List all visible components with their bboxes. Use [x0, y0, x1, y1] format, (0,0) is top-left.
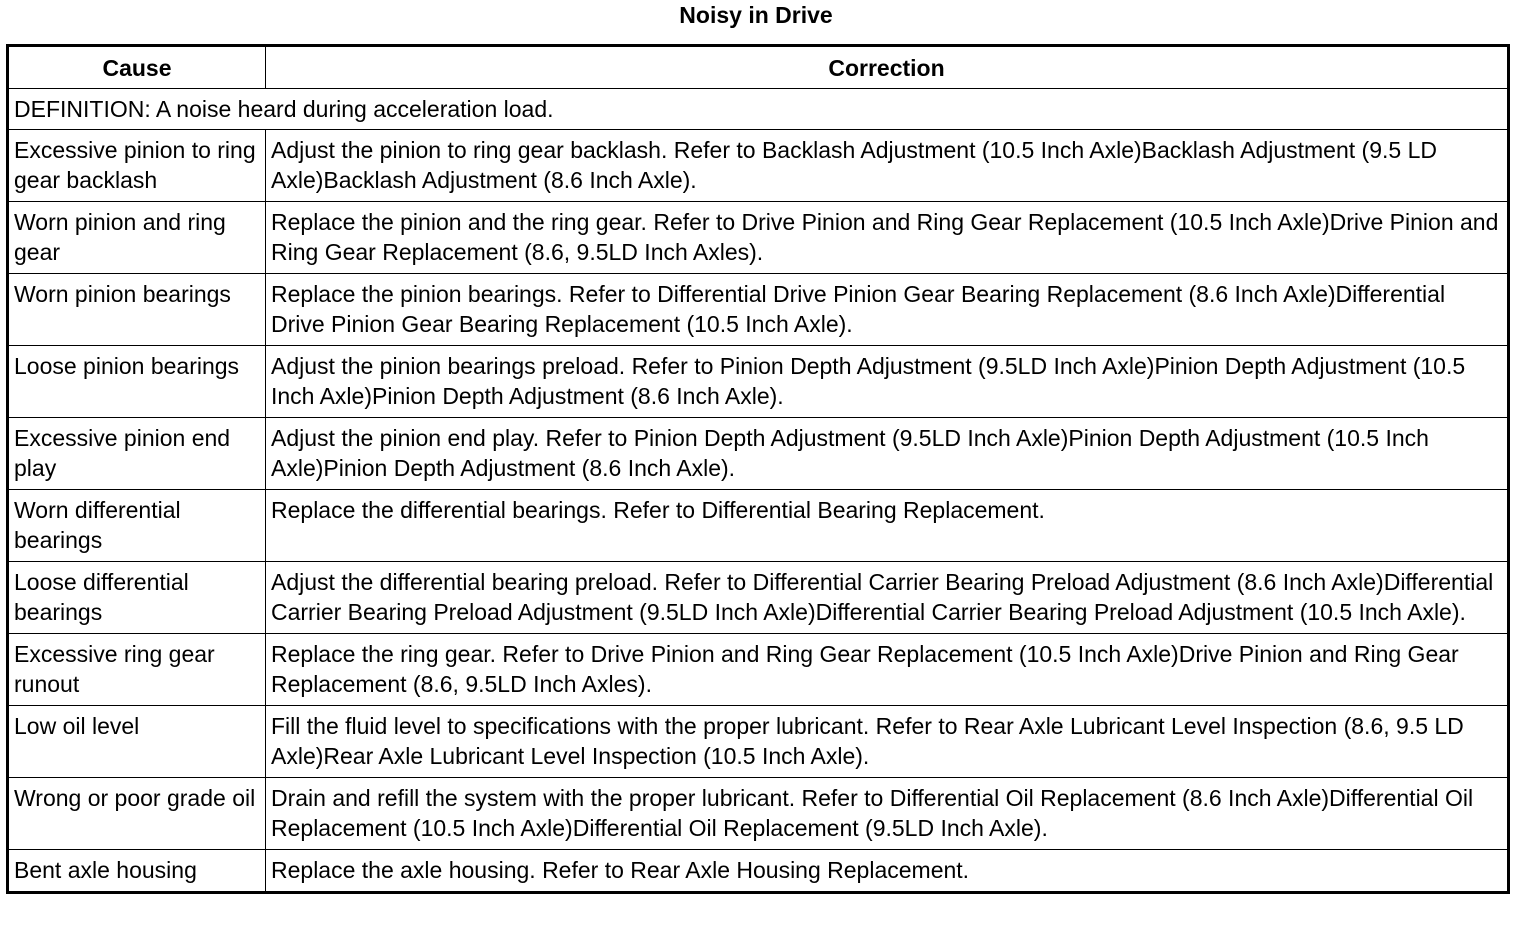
correction-cell: Drain and refill the system with the proper lubricant. Refer to Differential Oil Replacement (8.6 Inch Axle)Differential Oil Replacement (10.5 Inch Axle)Differential Oil Replacement (9.5LD Inch Axle).: [266, 778, 1509, 850]
table-row: [8, 202, 1509, 274]
table-header-row: [8, 46, 1509, 89]
cause-cell: Excessive ring gear runout: [8, 634, 266, 706]
cause-cell: Bent axle housing: [8, 850, 266, 893]
cause-cell: Excessive pinion to ring gear backlash: [8, 130, 266, 202]
correction-cell: Adjust the pinion bearings preload. Refer to Pinion Depth Adjustment (9.5LD Inch Axle)Pinion Depth Adjustment (10.5 Inch Axle)Pinion Depth Adjustment (8.6 Inch Axle).: [266, 346, 1509, 418]
correction-cell: Replace the differential bearings. Refer to Differential Bearing Replacement.: [266, 490, 1509, 562]
table-row: [8, 850, 1509, 893]
correction-cell: Replace the pinion bearings. Refer to Differential Drive Pinion Gear Bearing Replacement (8.6 Inch Axle)Differential Drive Pinion Gear Bearing Replacement (10.5 Inch Axle).: [266, 274, 1509, 346]
table-row: [8, 778, 1509, 850]
correction-cell: Replace the ring gear. Refer to Drive Pinion and Ring Gear Replacement (10.5 Inch Axle)Drive Pinion and Ring Gear Replacement (8.6, 9.5LD Inch Axles).: [266, 634, 1509, 706]
correction-cell: Fill the fluid level to specifications with the proper lubricant. Refer to Rear Axle Lubricant Level Inspection (8.6, 9.5 LD Axle)Rear Axle Lubricant Level Inspection (10.5 Inch Axle).: [266, 706, 1509, 778]
cause-cell: Wrong or poor grade oil: [8, 778, 266, 850]
correction-cell: Adjust the pinion to ring gear backlash. Refer to Backlash Adjustment (10.5 Inch Axle)Backlash Adjustment (9.5 LD Axle)Backlash Adjustment (8.6 Inch Axle).: [266, 130, 1509, 202]
correction-cell: Replace the pinion and the ring gear. Refer to Drive Pinion and Ring Gear Replacement (10.5 Inch Axle)Drive Pinion and Ring Gear Replacement (8.6, 9.5LD Inch Axles).: [266, 202, 1509, 274]
correction-cell: Replace the axle housing. Refer to Rear Axle Housing Replacement.: [266, 850, 1509, 893]
cause-cell: Low oil level: [8, 706, 266, 778]
table-row: [8, 562, 1509, 634]
cause-cell: Worn pinion bearings: [8, 274, 266, 346]
table-row: [8, 418, 1509, 490]
page-title: Noisy in Drive: [679, 2, 833, 28]
column-header-cause: Cause: [8, 46, 266, 89]
cause-cell: Worn pinion and ring gear: [8, 202, 266, 274]
table-row: [8, 706, 1509, 778]
correction-cell: Adjust the differential bearing preload. Refer to Differential Carrier Bearing Preload Adjustment (8.6 Inch Axle)Differential Carrier Bearing Preload Adjustment (9.5LD Inch Axle)Differential Carrier Bearing Preload Adjustment (10.5 Inch Axle).: [266, 562, 1509, 634]
cause-cell: Excessive pinion end play: [8, 418, 266, 490]
column-header-correction: Correction: [266, 46, 1509, 89]
cause-cell: Worn differential bearings: [8, 490, 266, 562]
table-row: [8, 130, 1509, 202]
table-row: [8, 490, 1509, 562]
cause-cell: Loose differential bearings: [8, 562, 266, 634]
correction-cell: Adjust the pinion end play. Refer to Pinion Depth Adjustment (9.5LD Inch Axle)Pinion Depth Adjustment (10.5 Inch Axle)Pinion Depth Adjustment (8.6 Inch Axle).: [266, 418, 1509, 490]
cause-cell: Loose pinion bearings: [8, 346, 266, 418]
definition-row: [8, 89, 1509, 130]
table-row: [8, 274, 1509, 346]
table-row: [8, 346, 1509, 418]
definition-text: DEFINITION: A noise heard during acceleration load.: [8, 89, 1509, 130]
diagnostic-table: [6, 44, 1510, 894]
table-row: [8, 634, 1509, 706]
